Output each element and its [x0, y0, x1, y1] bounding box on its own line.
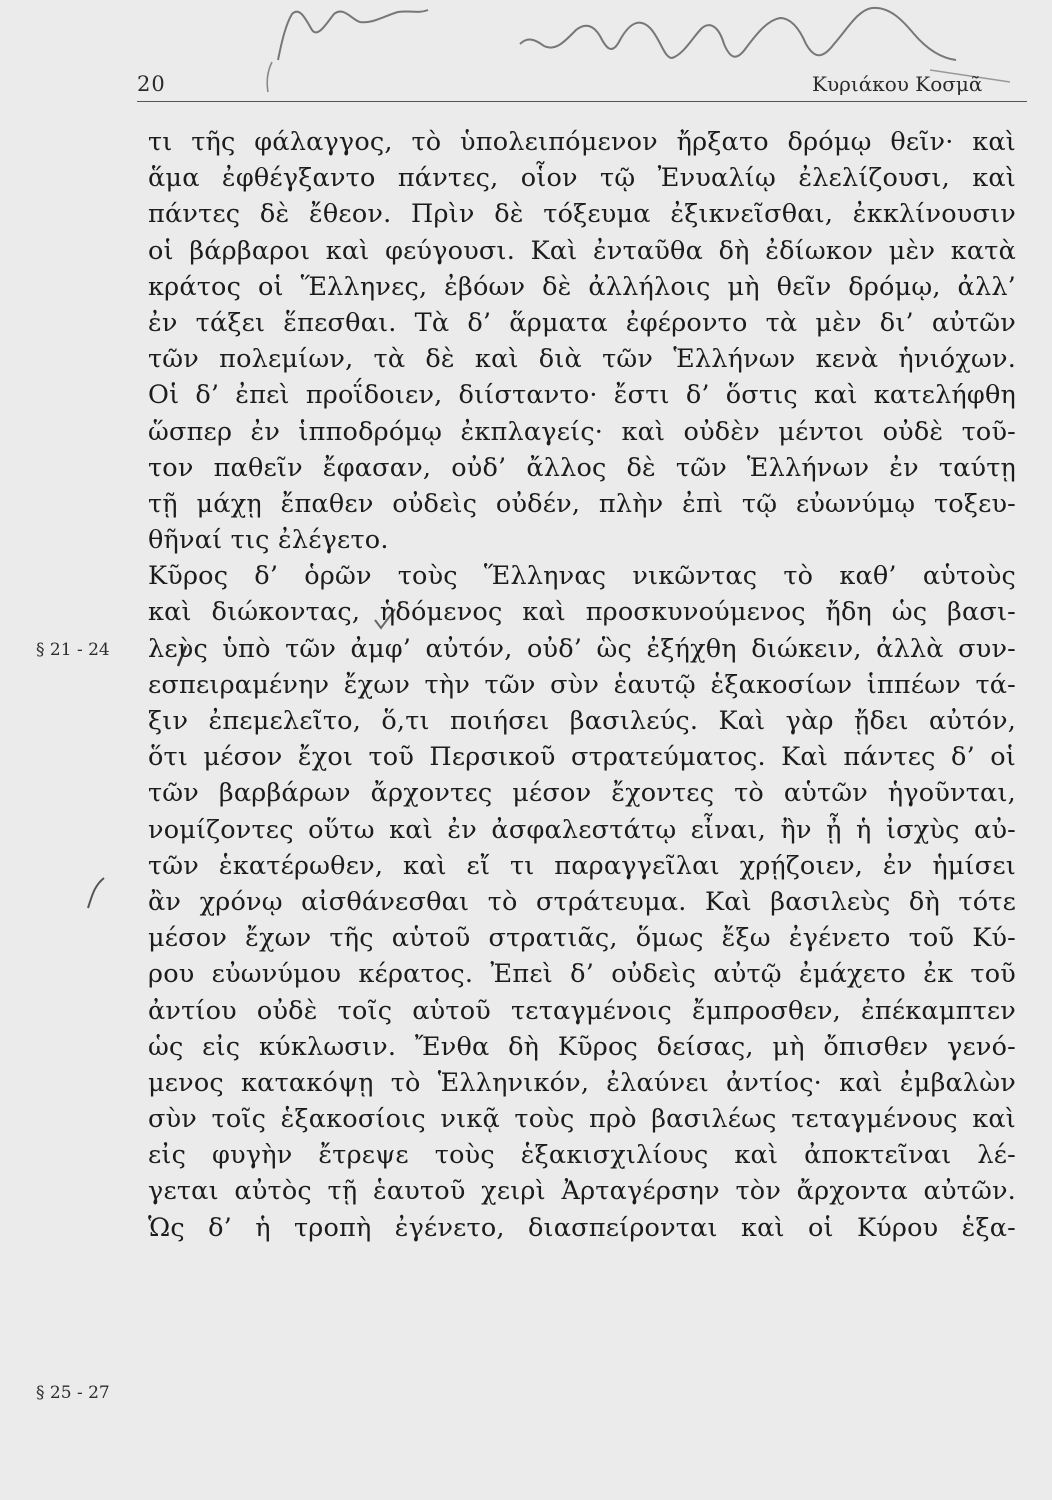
running-head: Κυριάκου Κοσμᾶ	[812, 72, 983, 96]
text-line: ἐν τάξει ἕπεσθαι. Τὰ δ’ ἅρματα ἐφέροντο τὰ μὲν δι’ αὐτῶν	[148, 307, 1016, 338]
text-line: κράτος οἱ Ἕλληνες, ἐβόων δὲ ἀλλήλοις μὴ θεῖν δρόμῳ, ἀλλ’	[148, 271, 1016, 302]
text-line: τῶν πολεμίων, τὰ δὲ καὶ διὰ τῶν Ἑλλήνων κενὰ ἡνιόχων.	[148, 344, 1016, 375]
section-marker-21-24: § 21 - 24	[36, 640, 110, 660]
text-line: μέσον ἔχων τῆς αὑτοῦ στρατιᾶς, ὅμως ἔξω ἐγένετο τοῦ Κύ-	[148, 923, 1016, 954]
text-line: ὡς εἰς κύκλωσιν. Ἔνθα δὴ Κῦρος δείσας, μὴ ὄπισθεν γενό-	[148, 1031, 1016, 1062]
text-line: Κῦρος δ’ ὁρῶν τοὺς Ἕλληνας νικῶντας τὸ καθ’ αὑτοὺς	[148, 561, 1016, 592]
text-line: εσπειραμένην ἔχων τὴν τῶν σὺν ἑαυτῷ ἑξακοσίων ἱππέων τά-	[148, 669, 1016, 700]
section-marker-25-27: § 25 - 27	[36, 1383, 110, 1403]
text-line: ὥσπερ ἐν ἱπποδρόμῳ ἐκπλαγείς· καὶ οὐδὲν μέντοι οὐδὲ τοῦ-	[148, 416, 1016, 447]
text-line: τι τῆς φάλαγγος, τὸ ὑπολειπόμενον ἤρξατο δρόμῳ θεῖν· καὶ	[148, 127, 1016, 157]
text-line: τῶν βαρβάρων ἄρχοντες μέσον ἔχοντες τὸ αὑτῶν ἡγοῦνται,	[148, 778, 1016, 809]
text-line: νομίζοντες οὕτω καὶ ἐν ἀσφαλεστάτῳ εἶναι, ἢν ᾖ ἡ ἰσχὺς αὐ-	[148, 814, 1016, 845]
text-line: ξιν ἐπεμελεῖτο, ὅ,τι ποιήσει βασιλεύς. Καὶ γὰρ ᾔδει αὐτόν,	[148, 706, 1016, 736]
text-line: μενος κατακόψῃ τὸ Ἑλληνικόν, ἐλαύνει ἀντίος· καὶ ἐμβαλὼν	[148, 1067, 1016, 1098]
text-line: τῇ μάχῃ ἔπαθεν οὐδεὶς οὐδέν, πλὴν ἐπὶ τῷ εὐωνύμῳ τοξευ-	[148, 488, 1016, 519]
text-line: ἀντίου οὐδὲ τοῖς αὑτοῦ τεταγμένοις ἔμπροσθεν, ἐπέκαμπτεν	[148, 995, 1016, 1026]
text-line: τῶν ἑκατέρωθεν, καὶ εἴ τι παραγγεῖλαι χρῄζοιεν, ἐν ἡμίσει	[148, 850, 1016, 881]
text-line: γεται αὐτὸς τῇ ἑαυτοῦ χειρὶ Ἀρταγέρσην τὸν ἄρχοντα αὐτῶν.	[148, 1176, 1016, 1207]
pencil-margin-mark	[84, 872, 108, 912]
text-line: ρου εὐωνύμου κέρατος. Ἐπεὶ δ’ οὐδεὶς αὐτῷ ἐμάχετο ἐκ τοῦ	[148, 959, 1016, 990]
text-line: εἰς φυγὴν ἔτρεψε τοὺς ἑξακισχιλίους καὶ ἀποκτεῖναι λέ-	[148, 1140, 1016, 1171]
text-line: ἂν χρόνῳ αἰσθάνεσθαι τὸ στράτευμα. Καὶ βασιλεὺς δὴ τότε	[148, 886, 1016, 917]
body-text	[148, 124, 1016, 1246]
page-number: 20	[137, 72, 166, 96]
text-line: Οἱ δ’ ἐπεὶ προΐδοιεν, διίσταντο· ἔστι δ’ ὅστις καὶ κατελήφθη	[148, 380, 1016, 411]
text-line: λεὺς ὑπὸ τῶν ἀμφ’ αὐτόν, οὐδ’ ὣς ἐξήχθη διώκειν, ἀλλὰ συν-	[148, 633, 1016, 664]
text-line: ὅτι μέσον ἔχοι τοῦ Περσικοῦ στρατεύματος. Καὶ πάντες δ’ οἱ	[148, 742, 1016, 773]
text-line: θῆναί τις ἐλέγετο.	[148, 525, 389, 556]
text-line: πάντες δὲ ἔθεον. Πρὶν δὲ τόξευμα ἐξικνεῖσθαι, ἐκκλίνουσιν	[148, 199, 1016, 230]
text-line: καὶ διώκοντας, ἡδόμενος καὶ προσκυνούμενος ἤδη ὡς βασι-	[148, 597, 1016, 628]
header-rule	[137, 101, 1027, 102]
text-line: τον παθεῖν ἔφασαν, οὐδ’ ἄλλος δὲ τῶν Ἑλλήνων ἐν ταύτῃ	[148, 452, 1016, 483]
text-line: οἱ βάρβαροι καὶ φεύγουσι. Καὶ ἐνταῦθα δὴ ἐδίωκον μὲν κατὰ	[148, 235, 1016, 266]
text-line: Ὡς δ’ ἡ τροπὴ ἐγένετο, διασπείρονται καὶ οἱ Κύρου ἑξα-	[148, 1212, 1016, 1243]
text-line: ἅμα ἐφθέγξαντο πάντες, οἷον τῷ Ἐνυαλίῳ ἐλελίζουσι, καὶ	[148, 163, 1016, 194]
text-line: σὺν τοῖς ἑξακοσίοις νικᾷ τοὺς πρὸ βασιλέως τεταγμένους καὶ	[148, 1104, 1016, 1135]
